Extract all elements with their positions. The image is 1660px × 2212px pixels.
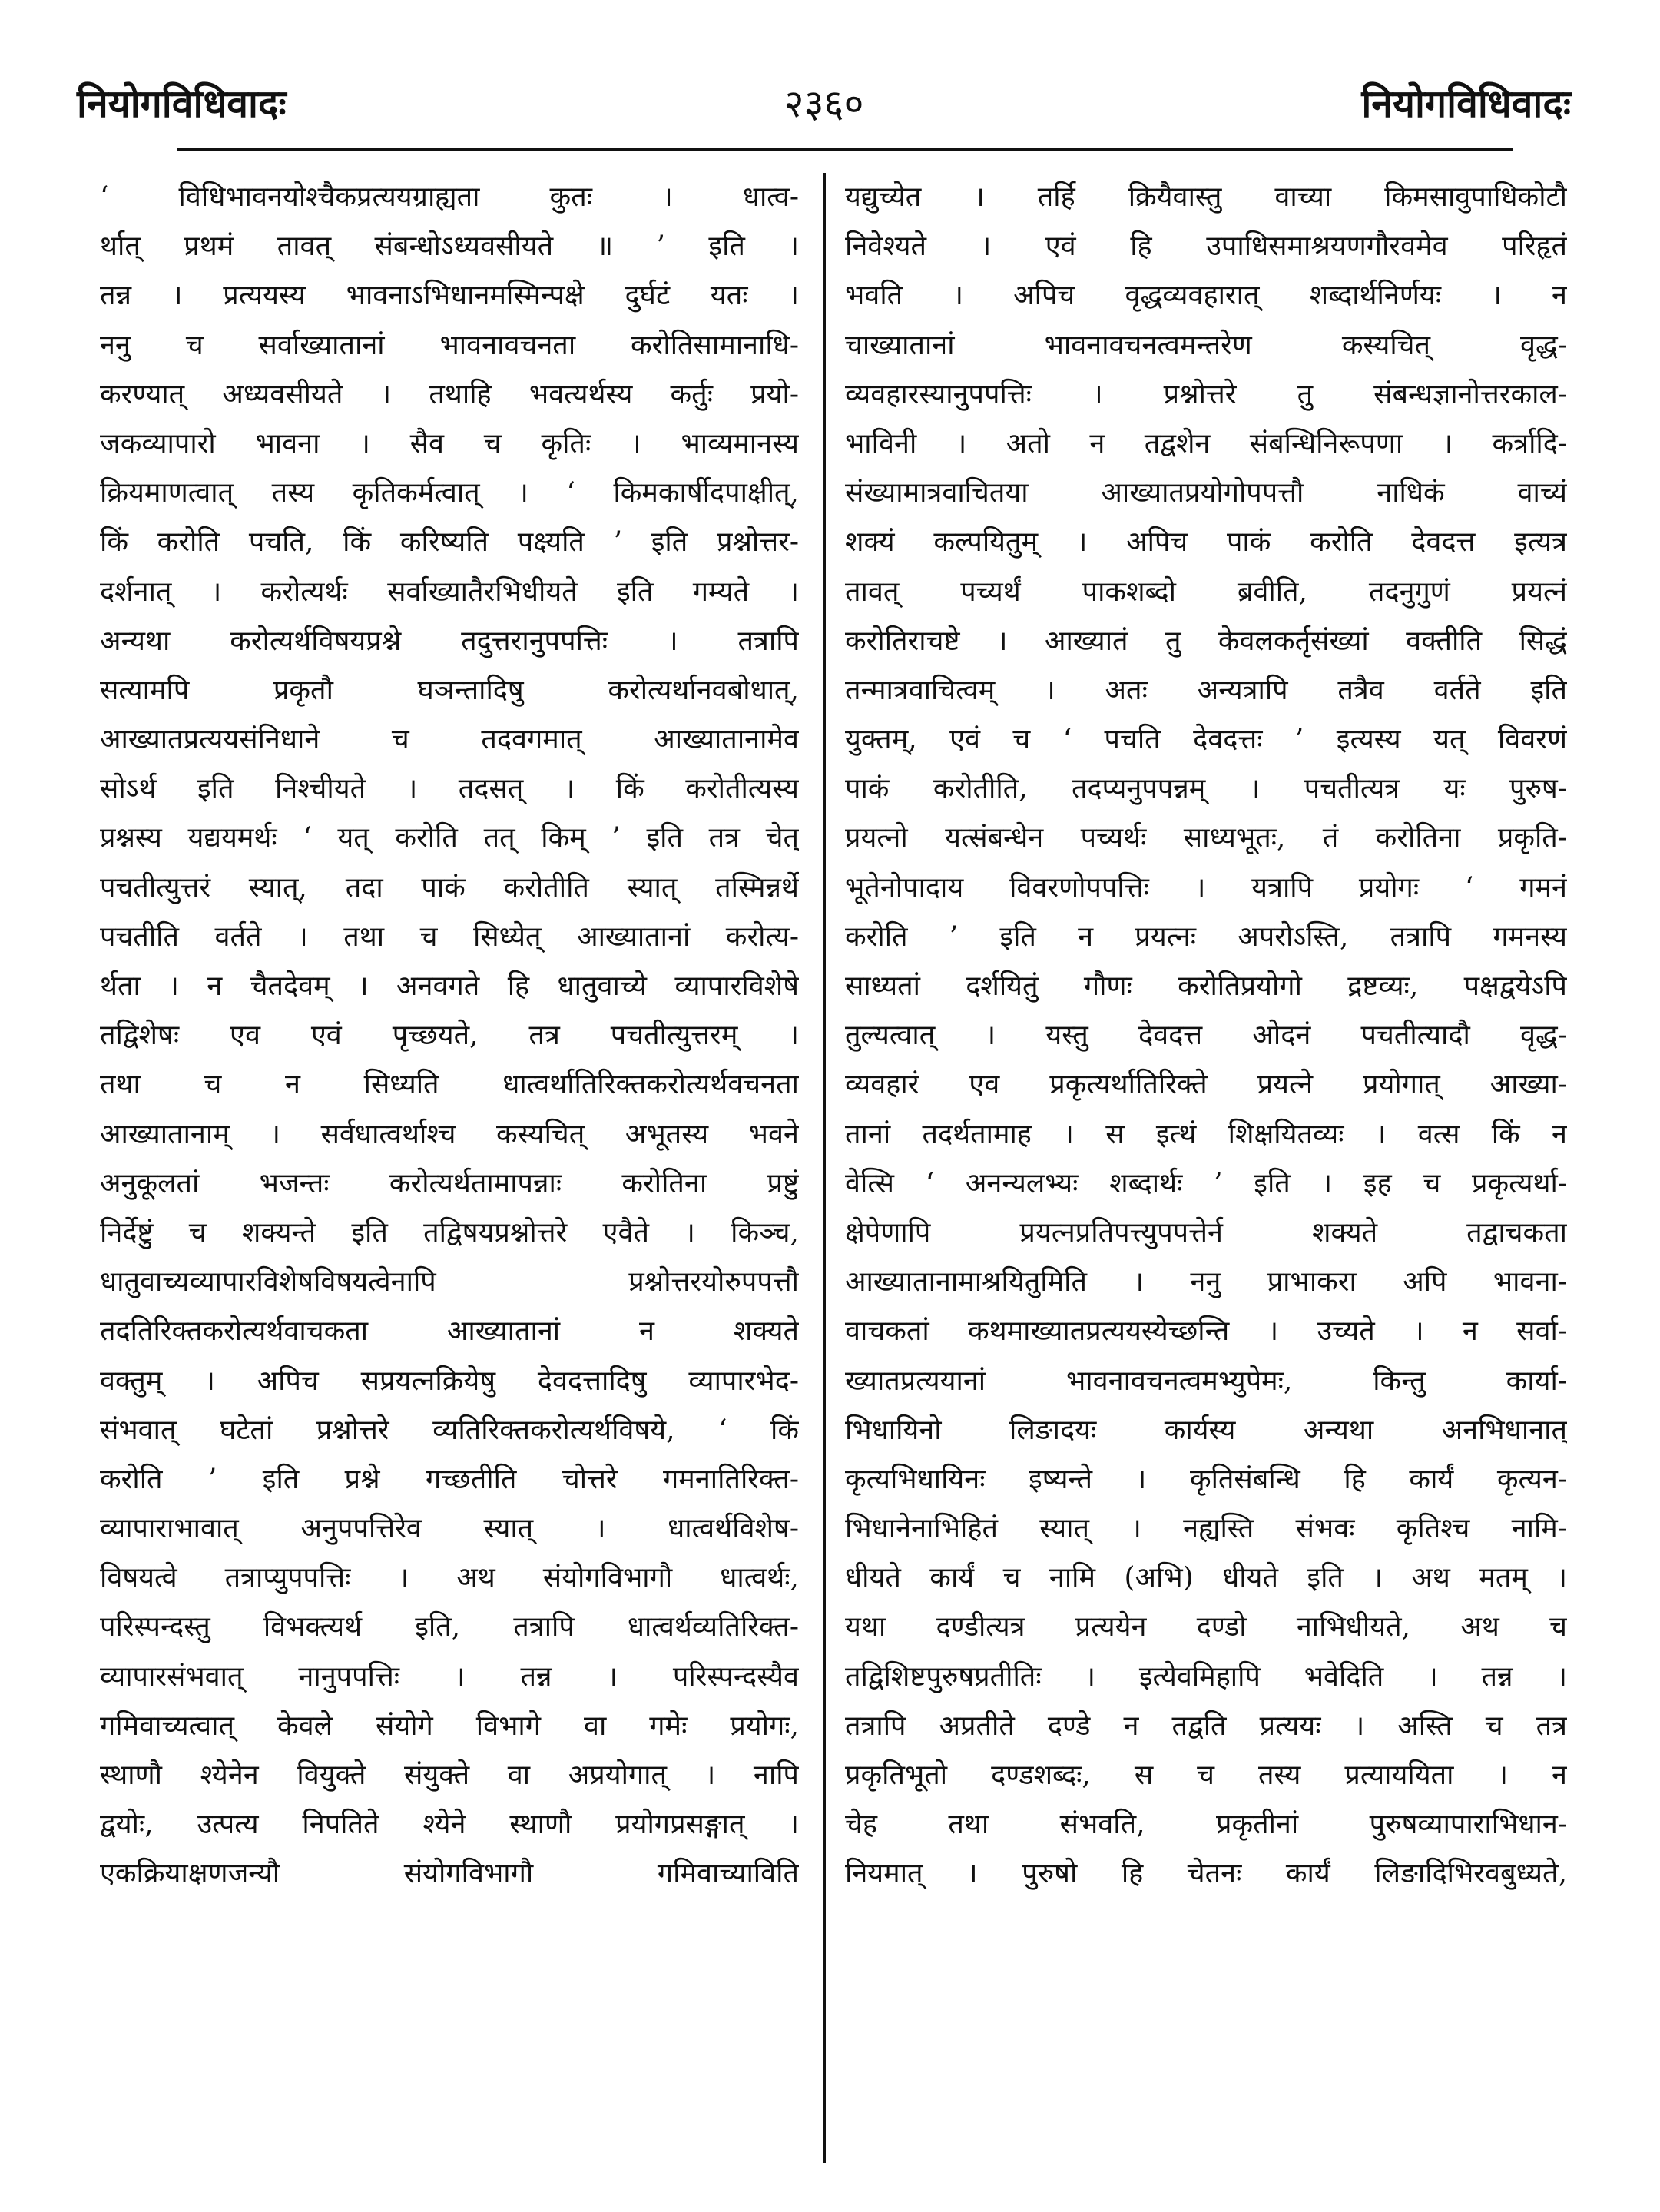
text-line: र्थात् प्रथमं तावत् संबन्धोऽध्यवसीयते ॥ ’ इति ।: [100, 230, 799, 263]
text-line: कृत्यभिधायिनः इष्यन्ते । कृतिसंबन्धि हि कार्यं कृत्यन-: [845, 1463, 1567, 1495]
text-line: प्रकृतिभूतो दण्डशब्दः, स च तस्य प्रत्याययिता । न: [845, 1759, 1567, 1791]
text-line: करोति ’ इति न प्रयत्नः अपरोऽस्ति, तत्रापि गमनस्य: [845, 920, 1567, 953]
text-line: तदतिरिक्तकरोत्यर्थवाचकता आख्यातानां न शक्यते: [100, 1315, 799, 1348]
text-line: गमिवाच्यत्वात् केवले संयोगे विभागे वा गमेः प्रयोगः,: [100, 1710, 799, 1742]
text-line: भाविनी । अतो न तद्वशेन संबन्धिनिरूपणा । कर्त्रादि-: [845, 427, 1567, 459]
text-line: तत्रापि अप्रतीते दण्डे न तद्वति प्रत्ययः । अस्ति च तत्र: [845, 1710, 1567, 1742]
text-line: यद्युच्येत । तर्हि क्रियैवास्तु वाच्या किमसावुपाधिकोटौ: [845, 181, 1567, 213]
text-line: एकक्रियाक्षणजन्यौ संयोगविभागौ गमिवाच्याविति: [100, 1858, 799, 1890]
header-title-right: नियोगविधिवादः: [1361, 81, 1571, 126]
text-line: धातुवाच्यव्यापारविशेषविषयत्वेनापि प्रश्नोत्तरयोरुपपत्तौ: [100, 1266, 799, 1298]
text-line: संख्यामात्रवाचितया आख्यातप्रयोगोपपत्तौ नाधिकं वाच्यं: [845, 477, 1567, 509]
text-line: अन्यथा करोत्यर्थविषयप्रश्ने तदुत्तरानुपपत्तिः । तत्रापि: [100, 625, 799, 657]
text-line: करोतिराचष्टे । आख्यातं तु केवलकर्तृसंख्यां वक्तीति सिद्धं: [845, 625, 1567, 657]
text-line: पाकं करोतीति, तदप्यनुपपन्नम् । पचतीत्यत्र यः पुरुष-: [845, 773, 1567, 805]
text-line: चाख्यातानां भावनावचनत्वमन्तरेण कस्यचित् वृद्ध-: [845, 329, 1567, 361]
text-line: युक्तम्, एवं च ‘ पचति देवदत्तः ’ इत्यस्य यत् विवरणं: [845, 724, 1567, 756]
text-line: तद्विशिष्टपुरुषप्रतीतिः । इत्येवमिहापि भवेदिति । तन्न ।: [845, 1660, 1567, 1693]
text-line: वाचकतां कथमाख्यातप्रत्ययस्येच्छन्ति । उच्यते । न सर्वा-: [845, 1315, 1567, 1348]
text-line: स्थाणौ श्येनेन वियुक्ते संयुक्ते वा अप्रयोगात् । नापि: [100, 1759, 799, 1791]
text-line: धीयते कार्यं च नामि (अभि) धीयते इति । अथ मतम् ।: [845, 1562, 1567, 1594]
text-line: अनुकूलतां भजन्तः करोत्यर्थतामापन्नाः करोतिना प्रष्टुं: [100, 1167, 799, 1199]
text-line: किं करोति पचति, किं करिष्यति पक्ष्यति ’ इति प्रश्नोत्तर-: [100, 526, 799, 559]
text-line: भूतेनोपादाय विवरणोपपत्तिः । यत्रापि प्रयोगः ‘ गमनं: [845, 871, 1567, 904]
text-line: संभवात् घटेतां प्रश्नोत्तरे व्यतिरिक्तकरोत्यर्थविषये, ‘ किं: [100, 1414, 799, 1446]
text-line: ‘ विधिभावनयोश्चैकप्रत्ययग्राह्यता कुतः । धात्व-: [100, 181, 799, 213]
text-line: सत्यामपि प्रकृतौ घञन्तादिषु करोत्यर्थानवबोधात्,: [100, 674, 799, 706]
text-line: द्वयोः, उत्पत्य निपतिते श्येने स्थाणौ प्रयोगप्रसङ्गात् ।: [100, 1809, 799, 1841]
text-line: र्थता । न चैतदेवम् । अनवगते हि धातुवाच्ये व्यापारविशेषे: [100, 970, 799, 1002]
text-line: दर्शनात् । करोत्यर्थः सर्वाख्यातैरभिधीयते इति गम्यते ।: [100, 575, 799, 608]
text-line: तावत् पच्यर्थं पाकशब्दो ब्रवीति, तदनुगुणं प्रयत्नं: [845, 575, 1567, 608]
text-line: तद्विशेषः एव एवं पृच्छयते, तत्र पचतीत्युत्तरम् ।: [100, 1020, 799, 1052]
text-line: भिधायिनो लिङादयः कार्यस्य अन्यथा अनभिधानात्: [845, 1414, 1567, 1446]
text-line: भिधानेनाभिहितं स्यात् । नह्यस्ति संभवः कृतिश्च नामि-: [845, 1513, 1567, 1545]
text-line: क्रियमाणत्वात् तस्य कृतिकर्मत्वात् । ‘ किमकार्षीदपाक्षीत्,: [100, 477, 799, 509]
text-line: परिस्पन्दस्तु विभक्त्यर्थ इति, तत्रापि धात्वर्थव्यतिरिक्त-: [100, 1611, 799, 1643]
text-line: वक्तुम् । अपिच सप्रयत्नक्रियेषु देवदत्तादिषु व्यापारभेद-: [100, 1365, 799, 1397]
text-line: तानां तदर्थतामाह । स इत्थं शिक्षयितव्यः । वत्स किं न: [845, 1118, 1567, 1150]
left-column: [100, 173, 799, 2171]
text-line: जकव्यापारो भावना । सैव च कृतिः । भाव्यमानस्य: [100, 427, 799, 459]
text-line: व्यवहारस्यानुपपत्तिः । प्रश्नोत्तरे तु संबन्धज्ञानोत्तरकाल-: [845, 378, 1567, 410]
text-line: ननु च सर्वाख्यातानां भावनावचनता करोतिसामानाधि-: [100, 329, 799, 361]
text-line: तुल्यत्वात् । यस्तु देवदत्त ओदनं पचतीत्यादौ वृद्ध-: [845, 1020, 1567, 1052]
header-title-left: नियोगविधिवादः: [77, 81, 287, 126]
header-rule: [177, 148, 1513, 151]
text-line: शक्यं कल्पयितुम् । अपिच पाकं करोति देवदत्त इत्यत्र: [845, 526, 1567, 559]
text-line: निवेश्यते । एवं हि उपाधिसमाश्रयणगौरवमेव परिहृतं: [845, 230, 1567, 263]
text-line: आख्यातप्रत्ययसंनिधाने च तदवगमात् आख्यातानामेव: [100, 724, 799, 756]
text-line: व्यापाराभावात् अनुपपत्तिरेव स्यात् । धात्वर्थविशेष-: [100, 1513, 799, 1545]
text-line: तन्मात्रवाचित्वम् । अतः अन्यत्रापि तत्रैव वर्तते इति: [845, 674, 1567, 706]
column-divider: [823, 173, 826, 2163]
text-line: यथा दण्डीत्यत्र प्रत्ययेन दण्डो नाभिधीयते, अथ च: [845, 1611, 1567, 1643]
text-line: करोति ’ इति प्रश्ने गच्छतीति चोत्तरे गमनातिरिक्त-: [100, 1463, 799, 1495]
text-line: निर्देष्टुं च शक्यन्ते इति तद्विषयप्रश्नोत्तरे एवैते । किञ्च,: [100, 1216, 799, 1249]
text-line: नियमात् । पुरुषो हि चेतनः कार्यं लिङादिभिरवबुध्यते,: [845, 1858, 1567, 1890]
text-line: आख्यातानामाश्रयितुमिति । ननु प्राभाकरा अपि भावना-: [845, 1266, 1567, 1298]
running-header: [77, 73, 1571, 134]
text-line: तन्न । प्रत्ययस्य भावनाऽभिधानमस्मिन्पक्षे दुर्घटं यतः ।: [100, 280, 799, 312]
page-number: २३६०: [784, 81, 864, 126]
text-line: तथा च न सिध्यति धात्वर्थातिरिक्तकरोत्यर्थवचनता: [100, 1069, 799, 1101]
text-line: करण्यात् अध्यवसीयते । तथाहि भवत्यर्थस्य कर्तुः प्रयो-: [100, 378, 799, 410]
text-line: चेह तथा संभवति, प्रकृतीनां पुरुषव्यापाराभिधान-: [845, 1809, 1567, 1841]
text-line: क्षेपेणापि प्रयत्नप्रतिपत्त्युपपत्तेर्न शक्यते तद्वाचकता: [845, 1216, 1567, 1249]
text-line: व्यवहारं एव प्रकृत्यर्थातिरिक्ते प्रयत्ने प्रयोगात् आख्या-: [845, 1069, 1567, 1101]
right-column: [845, 173, 1567, 2171]
text-line: पचतीत्युत्तरं स्यात्, तदा पाकं करोतीति स्यात् तस्मिन्नर्थे: [100, 871, 799, 904]
text-line: भवति । अपिच वृद्धव्यवहारात् शब्दार्थनिर्णयः । न: [845, 280, 1567, 312]
text-line: सोऽर्थ इति निश्चीयते । तदसत् । किं करोतीत्यस्य: [100, 773, 799, 805]
text-line: पचतीति वर्तते । तथा च सिध्येत् आख्यातानां करोत्य-: [100, 920, 799, 953]
text-line: प्रयत्नो यत्संबन्धेन पच्यर्थः साध्यभूतः, तं करोतिना प्रकृति-: [845, 822, 1567, 854]
text-line: ख्यातप्रत्ययानां भावनावचनत्वमभ्युपेमः, किन्तु कार्या-: [845, 1365, 1567, 1397]
text-line: साध्यतां दर्शयितुं गौणः करोतिप्रयोगो द्रष्टव्यः, पक्षद्वयेऽपि: [845, 970, 1567, 1002]
text-line: वेत्सि ‘ अनन्यलभ्यः शब्दार्थः ’ इति । इह च प्रकृत्यर्था-: [845, 1167, 1567, 1199]
text-line: आख्यातानाम् । सर्वधात्वर्थाश्च कस्यचित् अभूतस्य भवने: [100, 1118, 799, 1150]
text-line: व्यापारसंभवात् नानुपपत्तिः । तन्न । परिस्पन्दस्यैव: [100, 1660, 799, 1693]
text-line: प्रश्नस्य यद्ययमर्थः ‘ यत् करोति तत् किम् ’ इति तत्र चेत्: [100, 822, 799, 854]
text-line: विषयत्वे तत्राप्युपपत्तिः । अथ संयोगविभागौ धात्वर्थः,: [100, 1562, 799, 1594]
